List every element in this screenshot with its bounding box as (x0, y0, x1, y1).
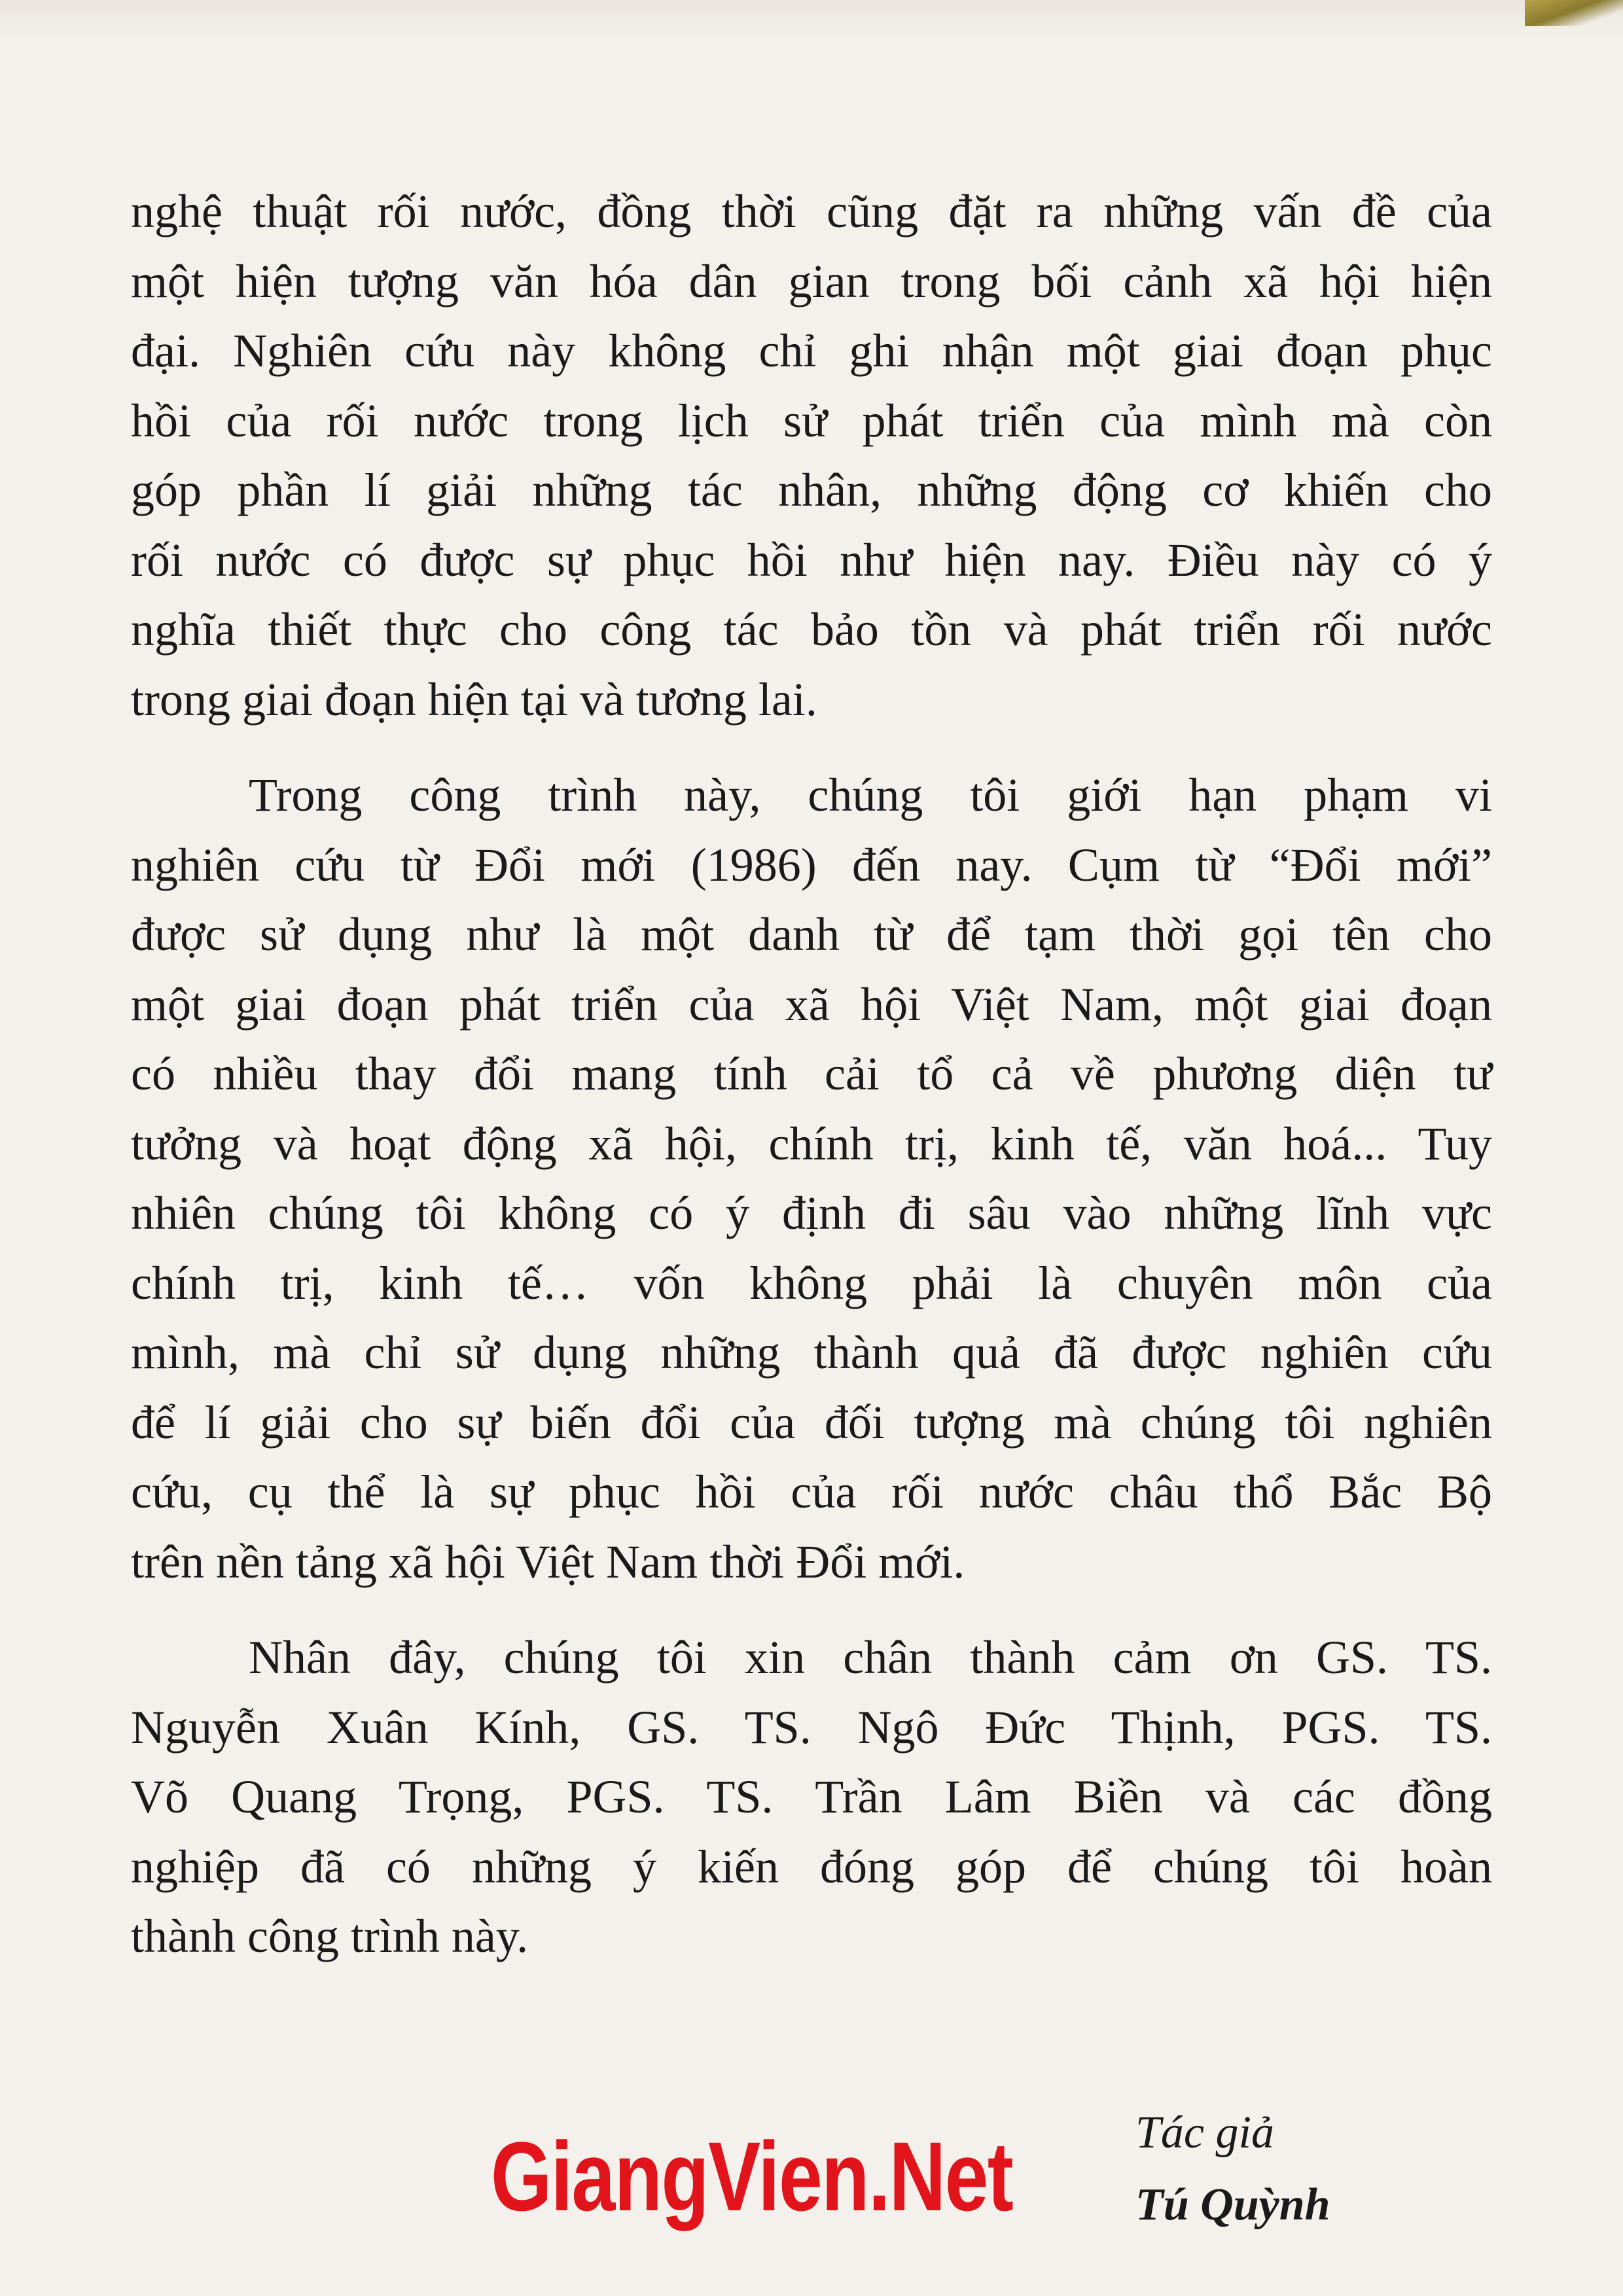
author-signature (1129, 2097, 1495, 2241)
text-line: một hiện tượng văn hóa dân gian trong bối cảnh xã hội hiện (131, 255, 1492, 308)
paragraph-2 (131, 760, 1492, 1597)
text-line: Nhân đây, chúng tôi xin chân thành cảm ơn GS. TS. (249, 1631, 1492, 1684)
text-line: thành công trình này. (131, 1910, 529, 1962)
text-line: nghệ thuật rối nước, đồng thời cũng đặt ra những vấn đề của (131, 185, 1492, 238)
paragraph-3 (131, 1623, 1492, 1971)
text-line: mình, mà chỉ sử dụng những thành quả đã được nghiên cứu (131, 1326, 1492, 1379)
page-top-shadow (0, 0, 1623, 39)
text-line: nghiên cứu từ Đổi mới (1986) đến nay. Cụm từ “Đổi mới” (131, 838, 1492, 891)
text-line: Nguyễn Xuân Kính, GS. TS. Ngô Đức Thịnh, PGS. TS. (131, 1701, 1492, 1754)
text-line: trên nền tảng xã hội Việt Nam thời Đổi mới. (131, 1535, 965, 1588)
text-line: Trong công trình này, chúng tôi giới hạn phạm vi (249, 769, 1492, 821)
watermark: GiangVien.Net (491, 2121, 1013, 2231)
paragraph-1 (131, 177, 1492, 734)
text-line: trong giai đoạn hiện tại và tương lai. (131, 673, 817, 726)
text-line: góp phần lí giải những tác nhân, những động cơ khiến cho (131, 464, 1492, 516)
text-line: đại. Nghiên cứu này không chỉ ghi nhận một giai đoạn phục (131, 325, 1492, 377)
text-line: chính trị, kinh tế… vốn không phải là chuyên môn của (131, 1256, 1492, 1309)
text-line: nghiệp đã có những ý kiến đóng góp để chúng tôi hoàn (131, 1840, 1492, 1893)
text-line: tưởng và hoạt động xã hội, chính trị, kinh tế, văn hoá... Tuy (131, 1117, 1492, 1170)
author-role: Tác giả (1135, 2108, 1274, 2158)
text-line: được sử dụng như là một danh từ để tạm thời gọi tên cho (131, 908, 1492, 961)
document-body (131, 177, 1492, 1971)
text-line: cứu, cụ thể là sự phục hồi của rối nước châu thổ Bắc Bộ (131, 1466, 1492, 1518)
text-line: Võ Quang Trọng, PGS. TS. Trần Lâm Biền và các đồng (131, 1771, 1492, 1823)
text-line: có nhiều thay đổi mang tính cải tổ cả về phương diện tư (131, 1048, 1492, 1100)
page-corner-fold (1525, 0, 1623, 26)
text-line: một giai đoạn phát triển của xã hội Việt Nam, một giai đoạn (131, 978, 1492, 1031)
text-line: nghĩa thiết thực cho công tác bảo tồn và phát triển rối nước (131, 603, 1492, 656)
text-line: để lí giải cho sự biến đổi của đối tượng mà chúng tôi nghiên (131, 1396, 1492, 1449)
text-line: nhiên chúng tôi không có ý định đi sâu vào những lĩnh vực (131, 1187, 1492, 1239)
author-name: Tú Quỳnh (1135, 2180, 1330, 2230)
text-line: hồi của rối nước trong lịch sử phát triển của mình mà còn (131, 394, 1492, 447)
text-line: rối nước có được sự phục hồi như hiện nay. Điều này có ý (131, 533, 1492, 586)
